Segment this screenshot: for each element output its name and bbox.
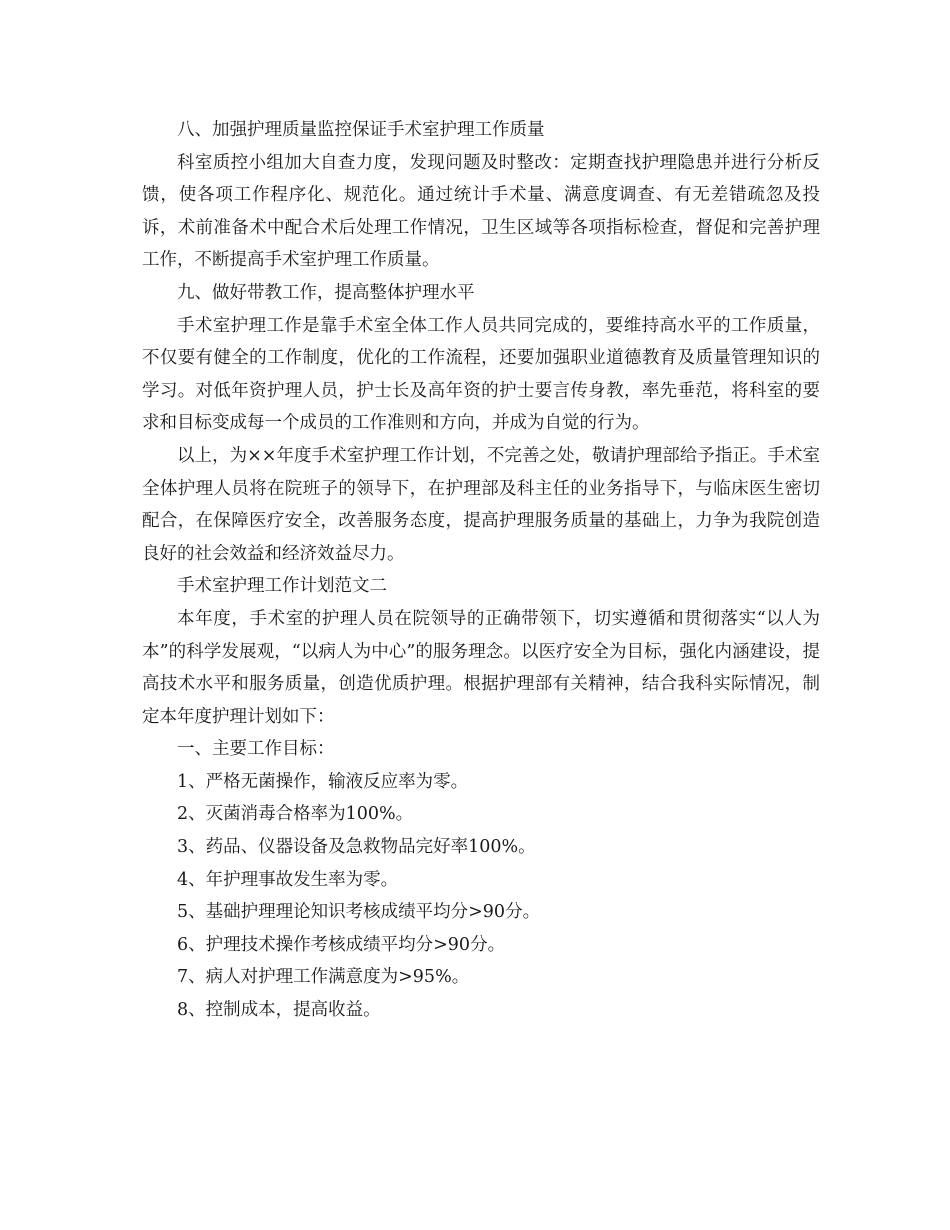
goal-item-6: 6、护理技术操作考核成绩平均分>90分。 [177, 934, 506, 955]
goal-item-4: 4、年护理事故发生率为零。 [177, 869, 399, 890]
goal-item-3: 3、药品、仪器设备及急救物品完好率100%。 [177, 837, 536, 858]
paragraph-quality-control: 科室质控小组加大自查力度，发现问题及时整改：定期查找护理隐患并进行分析反馈，使各项工作程序化、规范化。通过统计手术量、满意度调查、有无差错疏忽及投诉，术前准备术中配合术后处理工作情况，卫生区域等各项指标检查，督促和完善护理工作，不断提高手术室护理工作质量。 [142, 152, 820, 271]
section-heading-9: 九、做好带教工作，提高整体护理水平 [177, 282, 475, 303]
goal-item-2: 2、灭菌消毒合格率为100%。 [177, 804, 414, 825]
paragraph-summary: 以上，为××年度手术室护理工作计划，不完善之处，敬请护理部给予指正。手术室全体护理人员将在院班子的领导下，在护理部及科主任的业务指导下，与临床医生密切配合，在保障医疗安全，改善服务态度，提高护理服务质量的基础上，力争为我院创造良好的社会效益和经济效益尽力。 [142, 445, 820, 564]
paragraph-intro: 本年度，手术室的护理人员在院领导的正确带领下，切实遵循和贯彻落实“以人为本”的科学发展观，“以病人为中心”的服务理念。以医疗安全为目标，强化内涵建设，提高技术水平和服务质量，创造优质护理。根据护理部有关精神，结合我科实际情况，制定本年度护理计划如下： [142, 608, 820, 727]
goal-item-7: 7、病人对护理工作满意度为>95%。 [177, 967, 470, 988]
goal-item-1: 1、严格无菌操作，输液反应率为零。 [177, 771, 469, 792]
document-body [142, 114, 820, 1027]
section-heading-8: 八、加强护理质量监控保证手术室护理工作质量 [177, 120, 545, 140]
sample-title-2: 手术室护理工作计划范文二 [177, 576, 387, 597]
paragraph-teaching: 手术室护理工作是靠手术室全体工作人员共同完成的，要维持高水平的工作质量，不仅要有健全的工作制度，优化的工作流程，还要加强职业道德教育及质量管理知识的学习。对低年资护理人员，护士长及高年资的护士要言传身教，率先垂范，将科室的要求和目标变成每一个成员的工作准则和方向，并成为自觉的行为。 [142, 315, 820, 434]
goal-item-8: 8、控制成本，提高收益。 [177, 1000, 381, 1021]
section-heading-goals: 一、主要工作目标： [177, 739, 335, 760]
goal-item-5: 5、基础护理理论知识考核成绩平均分>90分。 [177, 902, 541, 923]
